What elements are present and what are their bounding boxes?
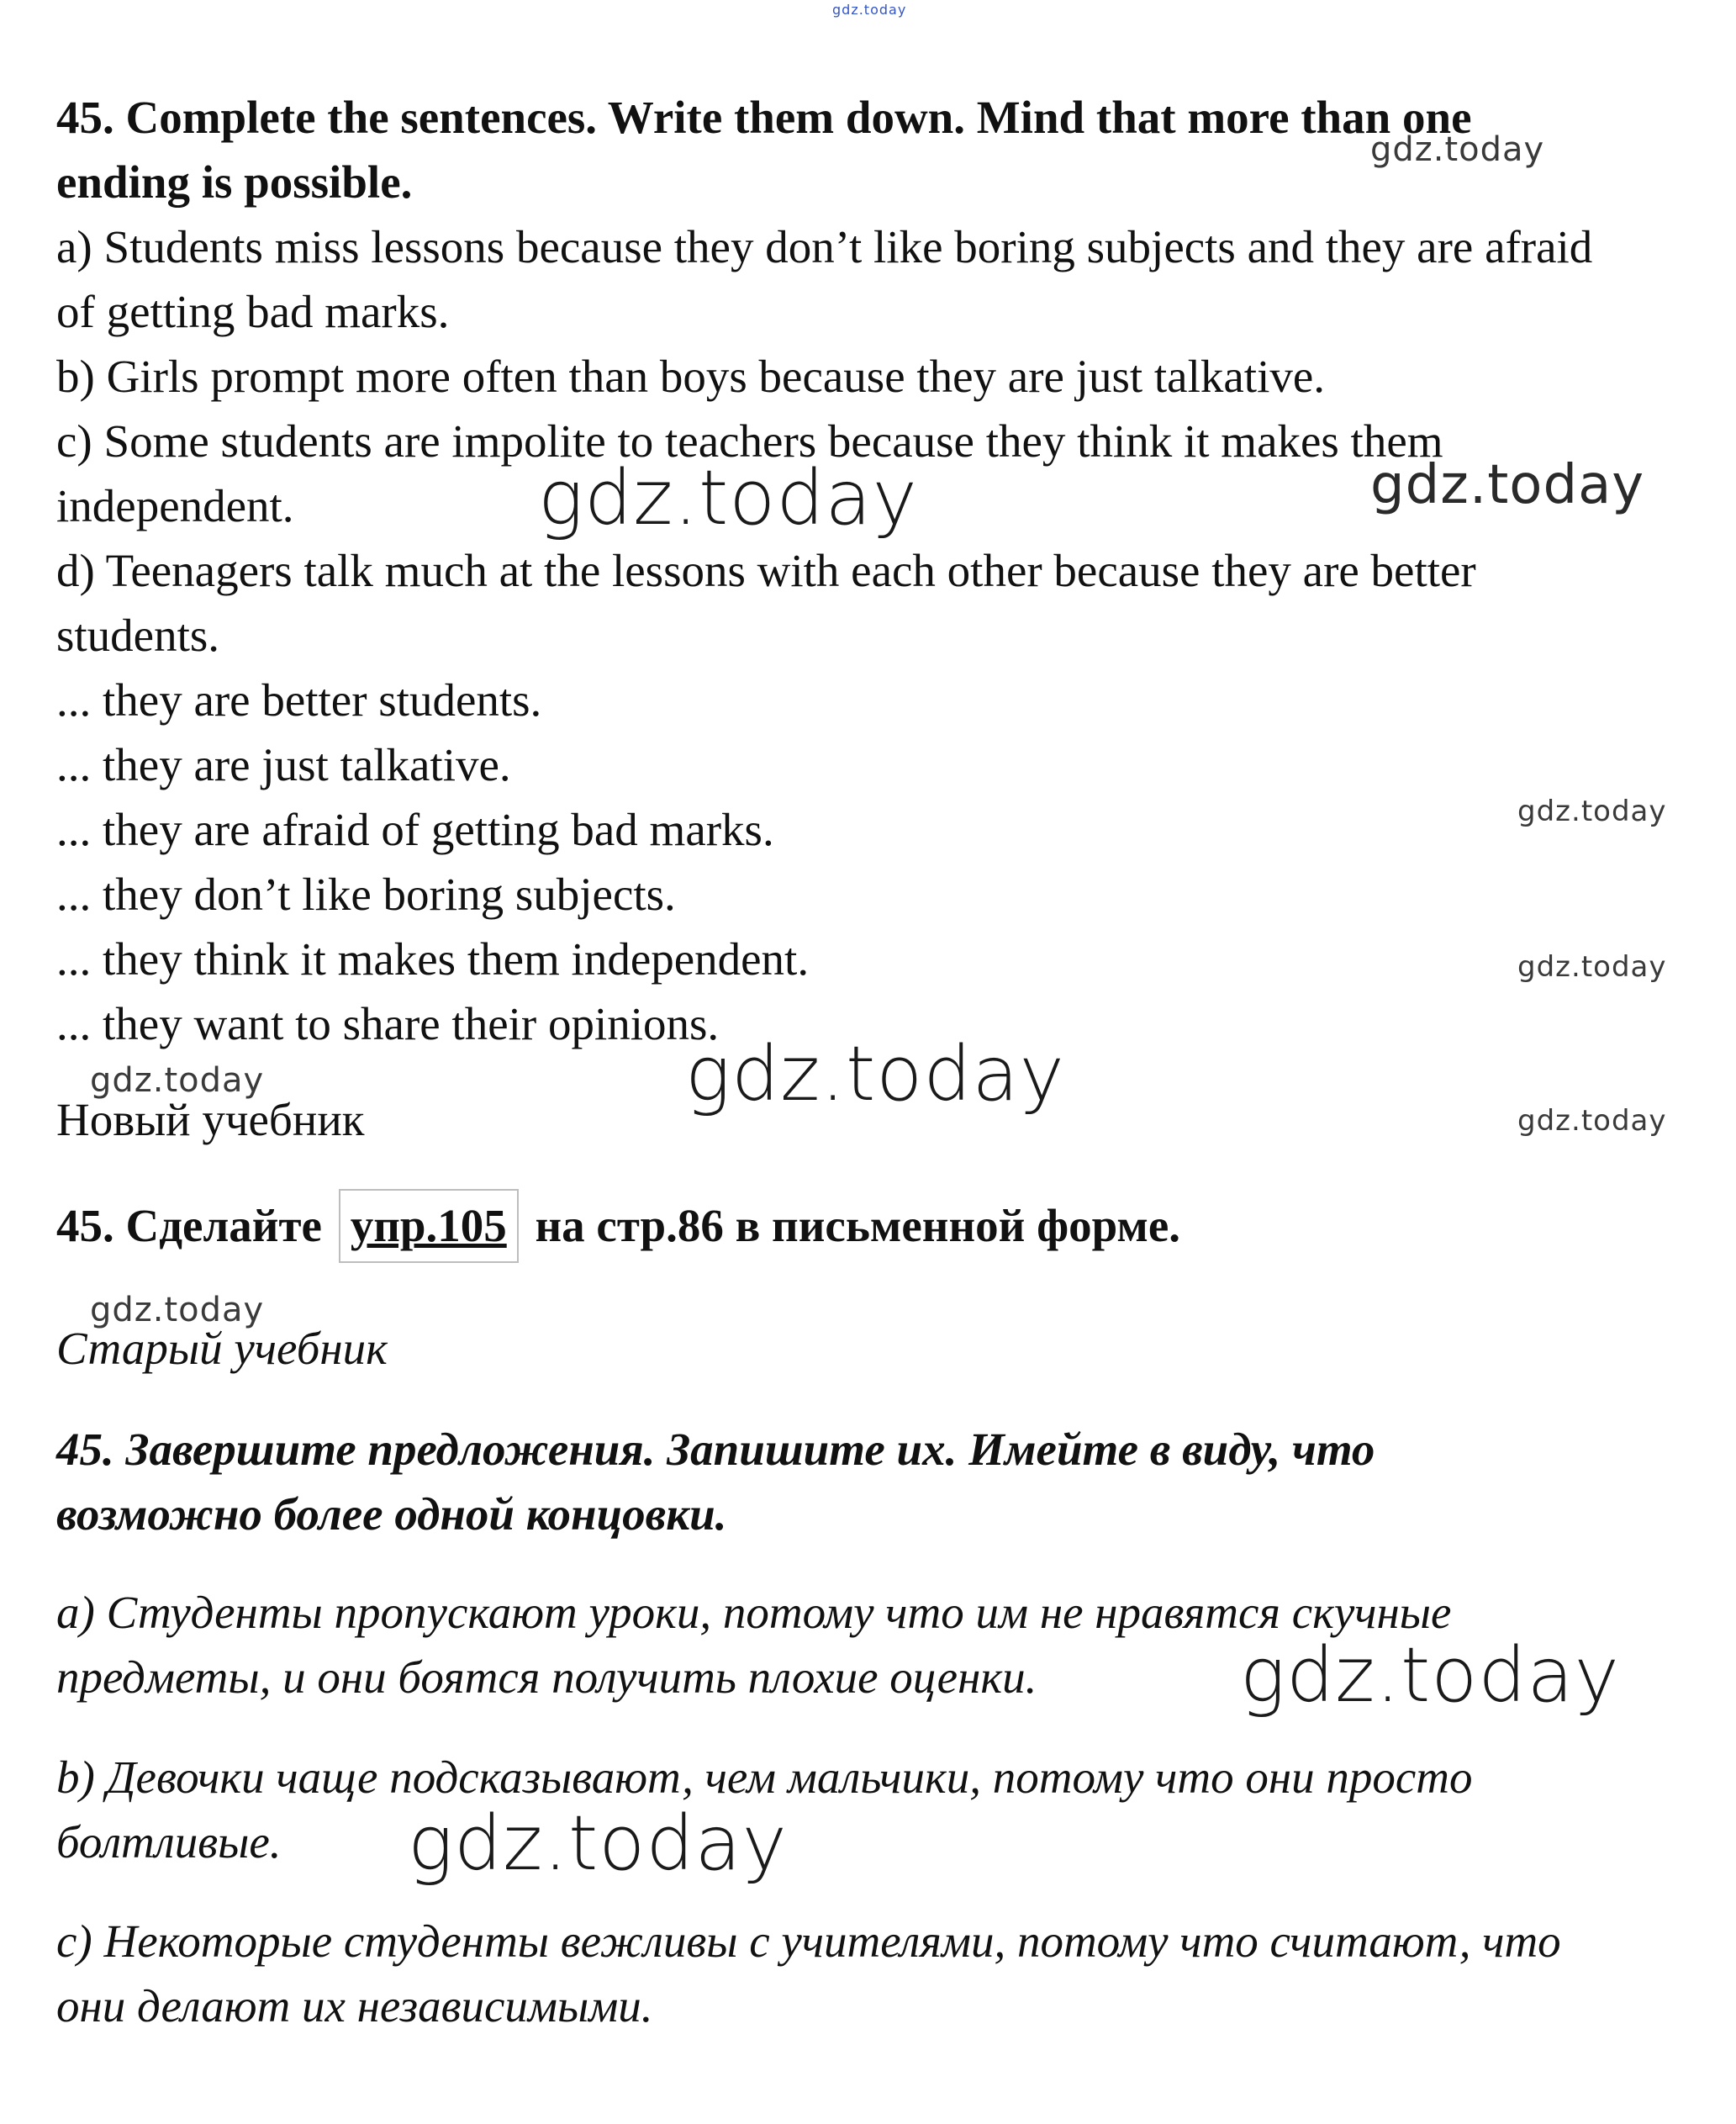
task-prefix: 45. Сделайте — [56, 1200, 322, 1251]
ending-item: ... they want to share their opinions. — [56, 998, 720, 1049]
watermark: gdz.today — [538, 454, 918, 542]
sentence-line: students. — [56, 610, 220, 661]
new-textbook-task — [56, 1186, 1180, 1266]
ending-item: ... they are just talkative. — [56, 739, 511, 790]
watermark-top: gdz.today — [832, 2, 907, 18]
watermark: gdz.today — [685, 1030, 1065, 1118]
task-suffix: на стр.86 в письменной форме. — [535, 1200, 1181, 1251]
translation-line: болтливые. — [56, 1816, 282, 1868]
translation-line: они делают их независимыми. — [56, 1980, 653, 2032]
watermark: gdz.today — [408, 1799, 788, 1888]
watermark: gdz.today — [1370, 130, 1545, 169]
sentence-line: c) Some students are impolite to teachers because they think it makes them — [56, 415, 1443, 467]
translation-line: c) Некоторые студенты вежливы с учителями, потому что считают, что — [56, 1915, 1561, 1967]
exercise-link[interactable]: упр.105 — [339, 1189, 519, 1263]
watermark: gdz.today — [1517, 950, 1667, 984]
exercise-title-line-1: 45. Complete the sentences. Write them down. Mind that more than one — [56, 92, 1472, 143]
ending-item: ... they are better students. — [56, 674, 542, 726]
watermark: gdz.today — [1517, 1104, 1667, 1138]
watermark: gdz.today — [90, 1061, 265, 1100]
old-textbook-label: Старый учебник — [56, 1323, 388, 1374]
old-exercise-title-line-1: 45. Завершите предложения. Запишите их. Имейте в виду, что — [56, 1424, 1375, 1475]
ending-item: ... they are afraid of getting bad marks. — [56, 804, 774, 855]
translation-line: а) Студенты пропускают уроки, потому что им не нравятся скучные — [56, 1587, 1452, 1638]
exercise-title-line-2: ending is possible. — [56, 156, 413, 208]
sentence-line: independent. — [56, 480, 294, 531]
sentence-line: a) Students miss lessons because they don’t like boring subjects and they are afraid — [56, 221, 1593, 272]
old-exercise-title-line-2: возможно более одной концовки. — [56, 1488, 727, 1540]
watermark: gdz.today — [1240, 1631, 1620, 1720]
sentence-line: d) Teenagers talk much at the lessons with each other because they are better — [56, 545, 1476, 596]
ending-item: ... they don’t like boring subjects. — [56, 869, 676, 920]
ending-item: ... they think it makes them independent. — [56, 933, 810, 985]
watermark: gdz.today — [90, 1291, 265, 1329]
sentence-line: b) Girls prompt more often than boys because they are just talkative. — [56, 351, 1326, 402]
translation-line: b) Девочки чаще подсказывают, чем мальчики, потому что они просто — [56, 1752, 1473, 1803]
translation-line: предметы, и они боятся получить плохие оценки. — [56, 1651, 1037, 1703]
new-textbook-label: Новый учебник — [56, 1094, 365, 1145]
sentence-line: of getting bad marks. — [56, 286, 450, 337]
watermark: gdz.today — [1517, 795, 1667, 828]
watermark: gdz.today — [1370, 454, 1645, 516]
